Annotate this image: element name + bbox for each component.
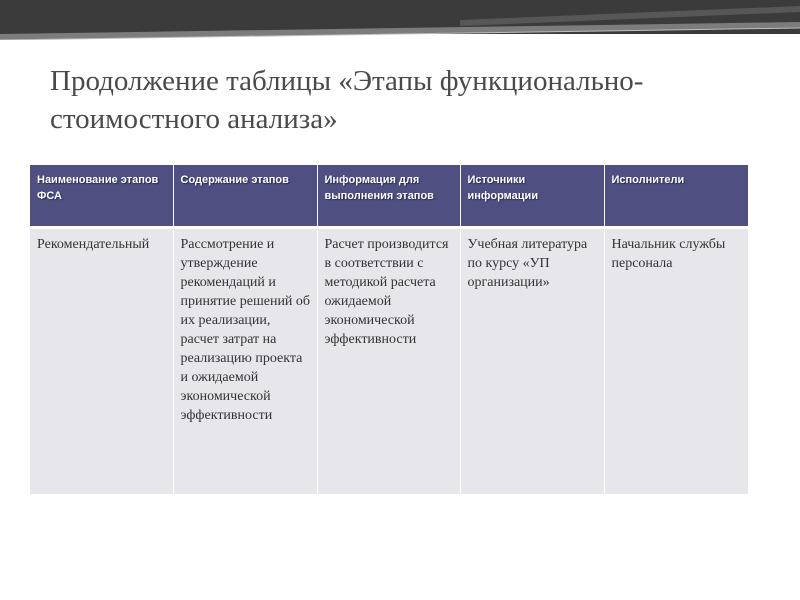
table-row	[30, 228, 748, 495]
slide-title-line-1: Продолжение таблицы «Этапы функционально-	[50, 65, 644, 97]
cell-stage-content: Рассмотрение и утверждение рекомендаций и принятие решений об их реализации, расчет затрат на реализацию проекта и ожидаемой экономической эффективности	[173, 228, 317, 495]
decorative-top-bar-graphic	[0, 0, 800, 40]
slide-title	[50, 62, 750, 138]
cell-stage-name	[30, 228, 173, 495]
cell-executors: Начальник службы персонала	[604, 228, 748, 495]
header-info-sources: Источники информации	[460, 165, 604, 228]
decorative-top-bar	[0, 0, 800, 40]
header-stage-info: Информация для выполнения этапов	[317, 165, 460, 228]
header-executors: Исполнители	[604, 165, 748, 228]
cell-stage-info: Расчет производится в соответствии с методикой расчета ожидаемой экономической эффективности	[317, 228, 460, 495]
fsa-stages-table	[30, 165, 748, 494]
slide-title-line-2: стоимостного анализа»	[50, 103, 338, 135]
header-stage-name: Наименование этапов ФСА	[30, 165, 173, 228]
cell-info-sources: Учебная литература по курсу «УП организации»	[460, 228, 604, 495]
header-stage-content: Содержание этапов	[173, 165, 317, 228]
cell-stage-name-text: Рекомендательный	[37, 237, 150, 252]
table-header-row	[30, 165, 748, 228]
